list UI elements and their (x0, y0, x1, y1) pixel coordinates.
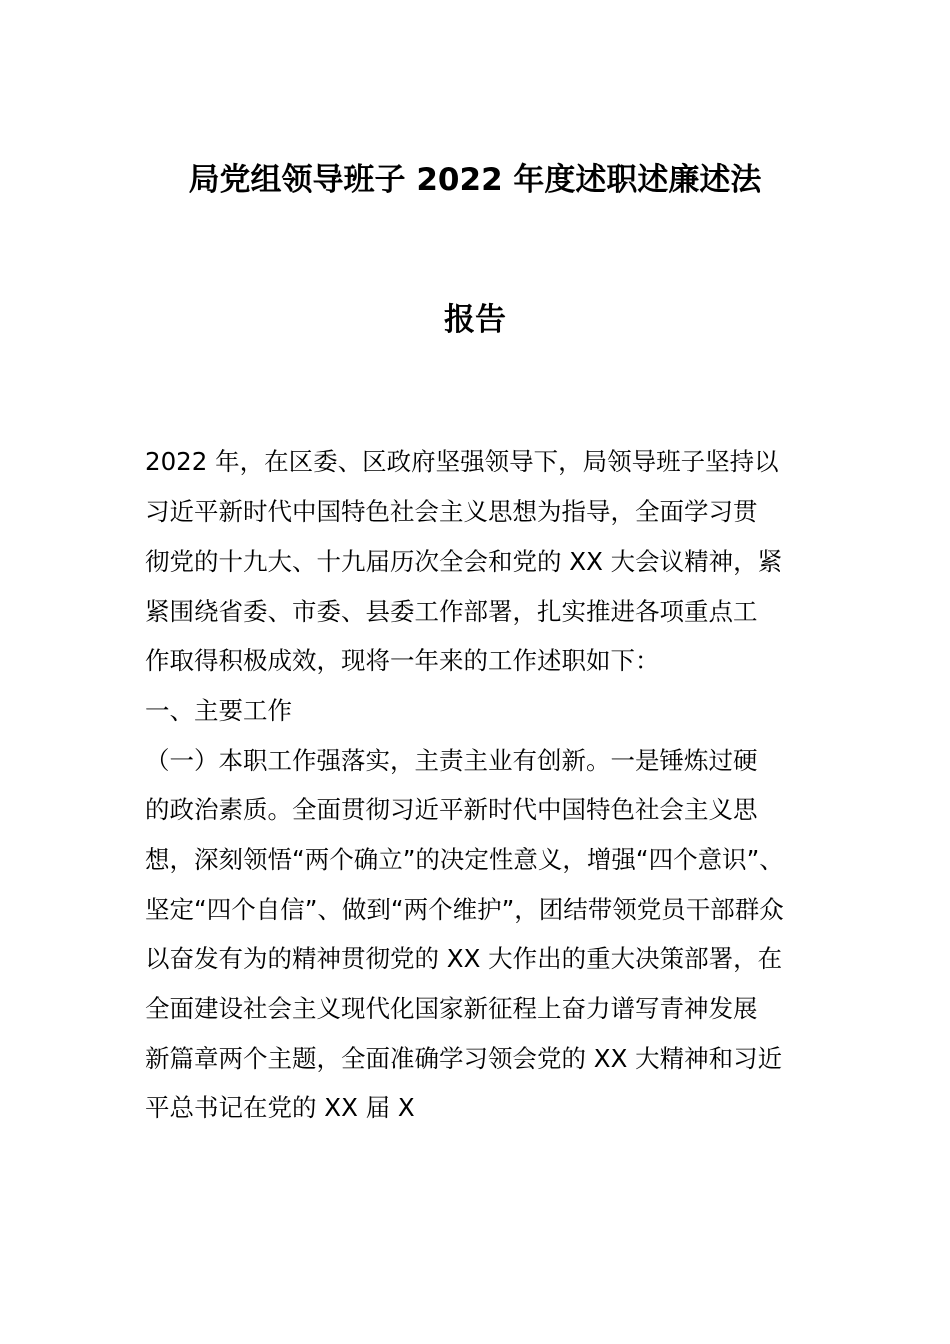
body-text-line: （一）本职工作强落实，主责主业有创新。一是锤炼过硬 (145, 746, 758, 775)
document-title-line-1: 局党组领导班子 2022 年度述职述廉述法 (188, 162, 762, 198)
body-text-line: 彻党的十九大、十九届历次全会和党的 XX 大会议精神，紧 (145, 547, 783, 576)
body-text-line: 习近平新时代中国特色社会主义思想为指导，全面学习贯 (145, 497, 758, 526)
body-text-line: 想，深刻领悟“两个确立”的决定性意义，增强“四个意识”、 (145, 845, 784, 874)
body-text-line: 2022 年，在区委、区政府坚强领导下，局领导班子坚持以 (145, 447, 779, 476)
body-text-line: 紧围绕省委、市委、县委工作部署，扎实推进各项重点工 (145, 597, 758, 626)
body-text-line: 的政治素质。全面贯彻习近平新时代中国特色社会主义思 (145, 795, 758, 824)
body-text-line: 以奋发有为的精神贯彻党的 XX 大作出的重大决策部署，在 (145, 944, 783, 973)
body-text-line: 新篇章两个主题，全面准确学习领会党的 XX 大精神和习近 (145, 1044, 783, 1073)
body-text-line: 作取得积极成效，现将一年来的工作述职如下： (145, 646, 660, 675)
document-title-line-2: 报告 (444, 302, 506, 338)
body-text-line: 全面建设社会主义现代化国家新征程上奋力谱写青神发展 (145, 994, 758, 1023)
body-text-line: 坚定“四个自信”、做到“两个维护”，团结带领党员干部群众 (145, 895, 784, 924)
body-text-line: 平总书记在党的 XX 届 X (145, 1093, 415, 1122)
section-heading: 一、主要工作 (145, 696, 292, 725)
